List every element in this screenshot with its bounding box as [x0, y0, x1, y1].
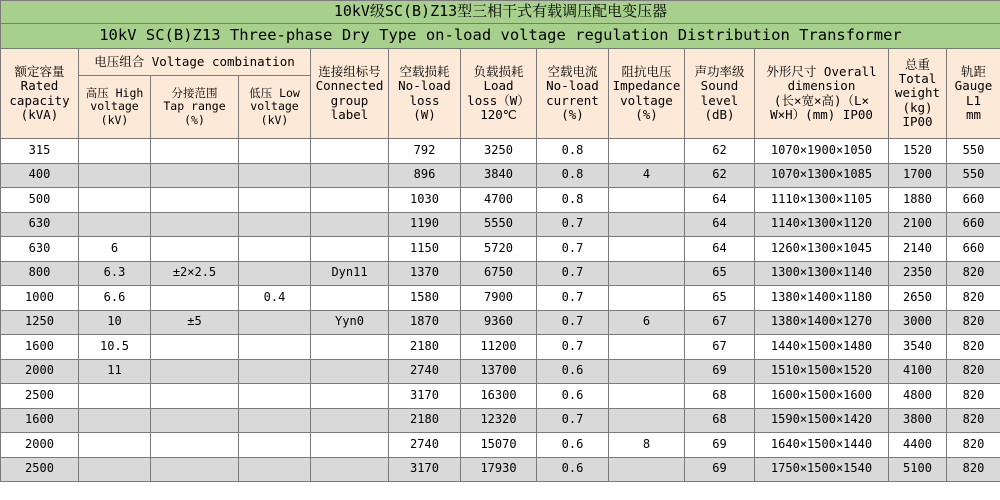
- cell-capacity: 1600: [1, 408, 79, 433]
- header-connection-l2: Connected: [315, 78, 384, 94]
- cell-noload-current: 0.6: [537, 433, 609, 458]
- cell-dimension: 1590×1500×1420: [755, 408, 889, 433]
- cell-dimension: 1380×1400×1180: [755, 286, 889, 311]
- header-load-loss-l1: 负载损耗: [473, 63, 524, 79]
- cell-noload-current: 0.7: [537, 212, 609, 237]
- cell-weight: 2650: [889, 286, 947, 311]
- header-lv-l3: (kV): [260, 112, 289, 127]
- cell-sound-level: 67: [685, 335, 755, 360]
- cell-sound-level: 62: [685, 139, 755, 164]
- cell-gauge: 550: [947, 163, 1000, 188]
- cell-high-voltage: [79, 163, 151, 188]
- cell-low-voltage: [239, 139, 311, 164]
- header-noload-loss-l4: (W): [413, 106, 436, 122]
- cell-load-loss: 6750: [461, 261, 537, 286]
- cell-capacity: 400: [1, 163, 79, 188]
- header-gauge: [947, 49, 1000, 139]
- cell-load-loss: 5720: [461, 237, 537, 262]
- cell-sound-level: 67: [685, 310, 755, 335]
- header-noload-loss-l1: 空载损耗: [399, 63, 450, 79]
- cell-gauge: 550: [947, 139, 1000, 164]
- header-load-loss-l3: loss（W）: [467, 92, 530, 108]
- cell-noload-current: 0.7: [537, 310, 609, 335]
- table-row: [1, 335, 1000, 360]
- cell-impedance: 4: [609, 163, 685, 188]
- cell-low-voltage: [239, 237, 311, 262]
- header-tap-l2: Tap range: [163, 99, 226, 114]
- page-title-en: 10kV SC(B)Z13 Three-phase Dry Type on-load voltage regulation Distribution Transformer: [1, 24, 1000, 49]
- cell-low-voltage: [239, 335, 311, 360]
- cell-connection: [311, 359, 389, 384]
- cell-noload-current: 0.6: [537, 457, 609, 482]
- cell-sound-level: 68: [685, 384, 755, 409]
- cell-capacity: 1600: [1, 335, 79, 360]
- cell-gauge: 820: [947, 261, 1000, 286]
- cell-noload-loss: 2740: [389, 359, 461, 384]
- cell-noload-loss: 2740: [389, 433, 461, 458]
- header-dimension-l2: dimension: [787, 78, 856, 94]
- cell-dimension: 1260×1300×1045: [755, 237, 889, 262]
- header-noload-loss: [389, 49, 461, 139]
- cell-noload-current: 0.7: [537, 335, 609, 360]
- header-weight-l5: IP00: [902, 114, 933, 130]
- cell-sound-level: 65: [685, 286, 755, 311]
- header-tap-l1: 分接范围: [171, 86, 218, 101]
- header-gauge-l1: 轨距: [960, 63, 986, 79]
- header-lv-l2: voltage: [250, 99, 299, 114]
- cell-gauge: 660: [947, 212, 1000, 237]
- header-gauge-l4: mm: [965, 106, 982, 122]
- table-row: [1, 261, 1000, 286]
- cell-noload-loss: 896: [389, 163, 461, 188]
- cell-low-voltage: [239, 188, 311, 213]
- cell-capacity: 500: [1, 188, 79, 213]
- title-row-en: [1, 24, 1000, 49]
- cell-load-loss: 17930: [461, 457, 537, 482]
- header-dimension-l3: (长×宽×高)（L×: [773, 92, 870, 108]
- cell-dimension: 1110×1300×1105: [755, 188, 889, 213]
- header-tap-l3: (%): [184, 112, 205, 127]
- cell-low-voltage: [239, 310, 311, 335]
- cell-sound-level: 64: [685, 212, 755, 237]
- cell-dimension: 1750×1500×1540: [755, 457, 889, 482]
- table-row: [1, 286, 1000, 311]
- cell-connection: [311, 188, 389, 213]
- cell-dimension: 1600×1500×1600: [755, 384, 889, 409]
- cell-noload-loss: 792: [389, 139, 461, 164]
- header-hv-l3: (kV): [100, 112, 129, 127]
- cell-connection: Yyn0: [311, 310, 389, 335]
- header-connection-l1: 连接组标号: [318, 63, 381, 79]
- header-rated-capacity-l2: Rated: [20, 78, 59, 94]
- cell-dimension: 1640×1500×1440: [755, 433, 889, 458]
- cell-noload-loss: 1580: [389, 286, 461, 311]
- cell-sound-level: 69: [685, 359, 755, 384]
- cell-weight: 4800: [889, 384, 947, 409]
- cell-gauge: 820: [947, 335, 1000, 360]
- cell-gauge: 820: [947, 408, 1000, 433]
- header-noload-loss-l2: No-load: [398, 78, 451, 94]
- table-row: [1, 212, 1000, 237]
- cell-connection: [311, 212, 389, 237]
- cell-weight: 3800: [889, 408, 947, 433]
- header-sound-l1: 声功率级: [694, 63, 745, 79]
- header-high-voltage: [79, 76, 151, 139]
- header-load-loss-l2: Load: [483, 78, 514, 94]
- cell-high-voltage: 11: [79, 359, 151, 384]
- header-weight-l1: 总重: [904, 56, 930, 72]
- cell-sound-level: 68: [685, 408, 755, 433]
- header-impedance-l1: 阻抗电压: [621, 63, 672, 79]
- cell-connection: [311, 408, 389, 433]
- cell-low-voltage: [239, 163, 311, 188]
- header-noload-loss-l3: loss: [409, 92, 440, 108]
- cell-high-voltage: [79, 212, 151, 237]
- cell-noload-current: 0.7: [537, 237, 609, 262]
- cell-sound-level: 62: [685, 163, 755, 188]
- cell-noload-loss: 1030: [389, 188, 461, 213]
- cell-noload-current: 0.7: [537, 261, 609, 286]
- table-row: [1, 188, 1000, 213]
- title-row-cn: [1, 1, 1000, 24]
- header-lv-l1: 低压 Low: [249, 86, 300, 101]
- cell-dimension: 1140×1300×1120: [755, 212, 889, 237]
- cell-noload-current: 0.6: [537, 359, 609, 384]
- header-row-top: [1, 49, 1000, 76]
- table-row: [1, 310, 1000, 335]
- cell-weight: 1700: [889, 163, 947, 188]
- cell-load-loss: 13700: [461, 359, 537, 384]
- header-overall-dimension: [755, 49, 889, 139]
- cell-impedance: [609, 335, 685, 360]
- cell-sound-level: 64: [685, 237, 755, 262]
- header-weight-l2: Total: [898, 70, 937, 86]
- cell-weight: 4100: [889, 359, 947, 384]
- cell-low-voltage: [239, 408, 311, 433]
- cell-gauge: 660: [947, 188, 1000, 213]
- cell-high-voltage: 6.3: [79, 261, 151, 286]
- cell-capacity: 315: [1, 139, 79, 164]
- cell-connection: [311, 237, 389, 262]
- cell-dimension: 1300×1300×1140: [755, 261, 889, 286]
- cell-high-voltage: [79, 457, 151, 482]
- cell-noload-loss: 3170: [389, 384, 461, 409]
- cell-low-voltage: [239, 433, 311, 458]
- cell-high-voltage: 10: [79, 310, 151, 335]
- cell-weight: 2100: [889, 212, 947, 237]
- cell-weight: 5100: [889, 457, 947, 482]
- cell-capacity: 2000: [1, 433, 79, 458]
- cell-impedance: [609, 212, 685, 237]
- header-connection-l4: label: [330, 106, 369, 122]
- cell-noload-loss: 2180: [389, 408, 461, 433]
- cell-gauge: 820: [947, 359, 1000, 384]
- cell-gauge: 820: [947, 310, 1000, 335]
- cell-tap-range: [151, 212, 239, 237]
- cell-gauge: 660: [947, 237, 1000, 262]
- cell-noload-current: 0.8: [537, 188, 609, 213]
- cell-noload-loss: 2180: [389, 335, 461, 360]
- header-gauge-l3: L1: [965, 92, 982, 108]
- table-row: [1, 384, 1000, 409]
- header-load-loss-l4: 120℃: [480, 106, 517, 122]
- header-noload-current-l2: No-load: [546, 78, 599, 94]
- cell-tap-range: [151, 384, 239, 409]
- cell-impedance: [609, 457, 685, 482]
- cell-tap-range: [151, 408, 239, 433]
- cell-sound-level: 69: [685, 433, 755, 458]
- header-voltage-combination: 电压组合 Voltage combination: [79, 49, 311, 76]
- cell-tap-range: [151, 457, 239, 482]
- header-hv-l1: 高压 High: [85, 86, 144, 101]
- cell-weight: 4400: [889, 433, 947, 458]
- cell-dimension: 1440×1500×1480: [755, 335, 889, 360]
- cell-high-voltage: [79, 433, 151, 458]
- cell-dimension: 1380×1400×1270: [755, 310, 889, 335]
- header-impedance-l2: Impedance: [612, 78, 681, 94]
- header-connection-label: [311, 49, 389, 139]
- header-low-voltage: [239, 76, 311, 139]
- table-row: [1, 163, 1000, 188]
- cell-tap-range: [151, 335, 239, 360]
- table-row: [1, 433, 1000, 458]
- header-impedance-l3: voltage: [620, 92, 673, 108]
- table-row: [1, 457, 1000, 482]
- cell-impedance: [609, 384, 685, 409]
- cell-capacity: 2500: [1, 384, 79, 409]
- cell-high-voltage: [79, 384, 151, 409]
- cell-load-loss: 4700: [461, 188, 537, 213]
- cell-load-loss: 3250: [461, 139, 537, 164]
- cell-connection: [311, 457, 389, 482]
- cell-impedance: [609, 188, 685, 213]
- header-noload-current-l1: 空载电流: [547, 63, 598, 79]
- cell-impedance: [609, 359, 685, 384]
- cell-sound-level: 64: [685, 188, 755, 213]
- cell-load-loss: 9360: [461, 310, 537, 335]
- table-row: [1, 359, 1000, 384]
- cell-tap-range: [151, 188, 239, 213]
- cell-tap-range: [151, 286, 239, 311]
- cell-load-loss: 12320: [461, 408, 537, 433]
- cell-noload-current: 0.8: [537, 139, 609, 164]
- cell-low-voltage: 0.4: [239, 286, 311, 311]
- cell-gauge: 820: [947, 286, 1000, 311]
- cell-capacity: 800: [1, 261, 79, 286]
- cell-impedance: [609, 408, 685, 433]
- cell-noload-loss: 1370: [389, 261, 461, 286]
- table-row: [1, 139, 1000, 164]
- cell-impedance: [609, 286, 685, 311]
- cell-noload-loss: 3170: [389, 457, 461, 482]
- cell-high-voltage: [79, 408, 151, 433]
- cell-load-loss: 3840: [461, 163, 537, 188]
- cell-connection: [311, 163, 389, 188]
- header-sound-level: [685, 49, 755, 139]
- header-noload-current-l3: current: [546, 92, 599, 108]
- page-title-cn: 10kV级SC(B)Z13型三相干式有载调压配电变压器: [1, 1, 1000, 24]
- header-dimension-l4: W×H）(mm) IP00: [770, 106, 873, 122]
- cell-connection: [311, 433, 389, 458]
- header-total-weight: [889, 49, 947, 139]
- table-row: [1, 408, 1000, 433]
- cell-tap-range: ±5: [151, 310, 239, 335]
- header-sound-l3: level: [700, 92, 739, 108]
- header-hv-l2: voltage: [90, 99, 139, 114]
- cell-load-loss: 5550: [461, 212, 537, 237]
- header-sound-l2: Sound: [700, 78, 739, 94]
- cell-impedance: 6: [609, 310, 685, 335]
- cell-weight: 2140: [889, 237, 947, 262]
- header-noload-current-l4: (%): [561, 106, 584, 122]
- header-noload-current: [537, 49, 609, 139]
- cell-connection: [311, 335, 389, 360]
- cell-connection: [311, 139, 389, 164]
- cell-tap-range: [151, 237, 239, 262]
- cell-capacity: 1000: [1, 286, 79, 311]
- cell-load-loss: 16300: [461, 384, 537, 409]
- cell-dimension: 1510×1500×1520: [755, 359, 889, 384]
- header-weight-l4: (kg): [902, 99, 933, 115]
- cell-low-voltage: [239, 384, 311, 409]
- cell-tap-range: [151, 359, 239, 384]
- cell-low-voltage: [239, 212, 311, 237]
- cell-tap-range: [151, 433, 239, 458]
- cell-capacity: 1250: [1, 310, 79, 335]
- cell-noload-current: 0.7: [537, 408, 609, 433]
- cell-high-voltage: 6: [79, 237, 151, 262]
- header-weight-l3: weight: [894, 85, 941, 101]
- cell-sound-level: 69: [685, 457, 755, 482]
- cell-capacity: 2500: [1, 457, 79, 482]
- cell-capacity: 2000: [1, 359, 79, 384]
- cell-tap-range: ±2×2.5: [151, 261, 239, 286]
- cell-connection: Dyn11: [311, 261, 389, 286]
- cell-weight: 3000: [889, 310, 947, 335]
- cell-load-loss: 15070: [461, 433, 537, 458]
- cell-low-voltage: [239, 261, 311, 286]
- cell-impedance: [609, 261, 685, 286]
- header-gauge-l2: Gauge: [954, 78, 993, 94]
- cell-low-voltage: [239, 359, 311, 384]
- cell-low-voltage: [239, 457, 311, 482]
- cell-weight: 2350: [889, 261, 947, 286]
- cell-high-voltage: [79, 188, 151, 213]
- cell-weight: 1880: [889, 188, 947, 213]
- cell-high-voltage: [79, 139, 151, 164]
- cell-gauge: 820: [947, 384, 1000, 409]
- cell-noload-current: 0.8: [537, 163, 609, 188]
- header-rated-capacity-l4: (kVA): [20, 106, 59, 122]
- cell-sound-level: 65: [685, 261, 755, 286]
- cell-gauge: 820: [947, 457, 1000, 482]
- header-impedance-l4: (%): [635, 106, 658, 122]
- cell-high-voltage: 10.5: [79, 335, 151, 360]
- cell-capacity: 630: [1, 237, 79, 262]
- header-tap-range: [151, 76, 239, 139]
- cell-weight: 1520: [889, 139, 947, 164]
- header-rated-capacity: [1, 49, 79, 139]
- cell-load-loss: 7900: [461, 286, 537, 311]
- cell-load-loss: 11200: [461, 335, 537, 360]
- header-connection-l3: group: [330, 92, 369, 108]
- cell-dimension: 1070×1900×1050: [755, 139, 889, 164]
- cell-high-voltage: 6.6: [79, 286, 151, 311]
- header-rated-capacity-l1: 额定容量: [14, 63, 65, 79]
- cell-dimension: 1070×1300×1085: [755, 163, 889, 188]
- cell-capacity: 630: [1, 212, 79, 237]
- table-row: [1, 237, 1000, 262]
- header-rated-capacity-l3: capacity: [9, 92, 70, 108]
- cell-impedance: [609, 237, 685, 262]
- cell-noload-loss: 1190: [389, 212, 461, 237]
- cell-connection: [311, 286, 389, 311]
- cell-weight: 3540: [889, 335, 947, 360]
- header-dimension-l1: 外形尺寸 Overall: [766, 63, 877, 79]
- cell-noload-loss: 1150: [389, 237, 461, 262]
- cell-connection: [311, 384, 389, 409]
- cell-gauge: 820: [947, 433, 1000, 458]
- cell-impedance: [609, 139, 685, 164]
- cell-noload-current: 0.7: [537, 286, 609, 311]
- cell-tap-range: [151, 163, 239, 188]
- header-sound-l4: (dB): [704, 106, 735, 122]
- header-load-loss: [461, 49, 537, 139]
- cell-noload-current: 0.6: [537, 384, 609, 409]
- header-impedance-voltage: [609, 49, 685, 139]
- cell-noload-loss: 1870: [389, 310, 461, 335]
- cell-impedance: 8: [609, 433, 685, 458]
- cell-tap-range: [151, 139, 239, 164]
